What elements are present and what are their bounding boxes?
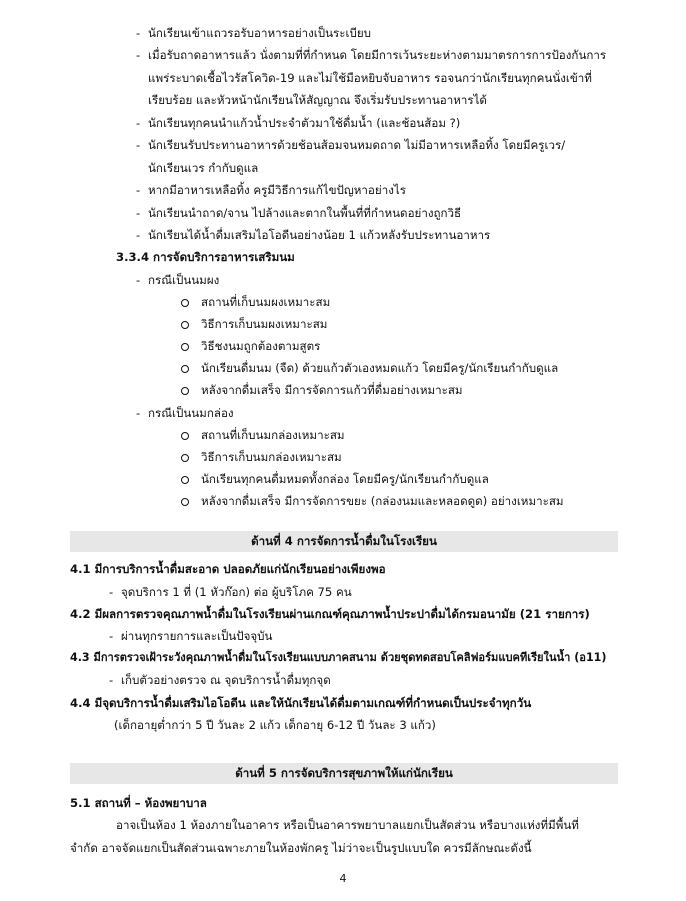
lunch-item-cont: แพร่ระบาดเชื้อไวรัสโควิด-19 และไม่ใช้มือหยิบจับอาหาร รอจนกว่านักเรียนทุกคนนั่งเข้าที่ — [148, 71, 592, 85]
milk-item: วิธีการเก็บนมผงเหมาะสม — [201, 317, 328, 331]
lunch-item: - นักเรียนทุกคนนำแก้วน้ำประจำตัวมาใช้ดื่มน้ำ (และช้อนส้อม ?) — [148, 115, 460, 131]
lunch-item: - นักเรียนได้น้ำดื่มเสริมไอโอดีนอย่างน้อย 1 แก้วหลังรับประทานอาหาร — [148, 227, 490, 243]
item-4-2-detail: - ผ่านทุกรายการและเป็นปัจจุบัน — [121, 628, 272, 644]
paragraph-line: จำกัด อาจจัดแยกเป็นสัดส่วนเฉพาะภายในห้องพักครู ไม่ว่าจะเป็นรูปแบบใด ควรมีลักษณะดังนี้ — [70, 841, 532, 855]
lunch-item: - หากมีอาหารเหลือทิ้ง ครูมีวิธีการแก้ไขปัญหาอย่างไร — [148, 182, 406, 198]
milk-case-heading: - กรณีเป็นนมผง — [148, 272, 219, 288]
item-4-4: 4.4 มีจุดบริการน้ำดื่มเสริมไอโอดีน และให้นักเรียนได้ดื่มตามเกณฑ์ที่กำหนดเป็นประจำทุกวัน — [70, 696, 532, 710]
milk-item: นักเรียนดื่มนม (จืด) ด้วยแก้วตัวเองหมดแก้ว โดยมีครู/นักเรียนกำกับดูแล — [201, 361, 559, 375]
item-4-3: 4.3 มีการตรวจเฝ้าระวังคุณภาพน้ำดื่มในโรงเรียนแบบภาคสนาม ด้วยชุดทดสอบโคลิฟอร์มแบคทีเรียในน้ำ (อ11) — [70, 651, 607, 664]
section-heading: 3.3.4 การจัดบริการอาหารเสริมนม — [116, 250, 295, 264]
milk-item: นักเรียนทุกคนดื่มหมดทั้งกล่อง โดยมีครู/นักเรียนกำกับดูแล — [201, 472, 489, 486]
lunch-item: - เมื่อรับถาดอาหารแล้ว นั่งตามที่ที่กำหนด โดยมีการเว้นระยะห่างตามมาตรการการป้องกันการ — [148, 47, 606, 63]
milk-item: วิธีการเก็บนมกล่องเหมาะสม — [201, 450, 342, 464]
circle-bullet-icon — [181, 454, 189, 462]
item-4-4-detail: (เด็กอายุต่ำกว่า 5 ปี วันละ 2 แก้ว เด็กอายุ 6-12 ปี วันละ 3 แก้ว) — [114, 718, 436, 732]
milk-item: สถานที่เก็บนมกล่องเหมาะสม — [201, 428, 345, 442]
part4-title: ด้านที่ 4 การจัดการน้ำดื่มในโรงเรียน — [251, 534, 437, 548]
circle-bullet-icon — [181, 476, 189, 484]
item-4-1: 4.1 มีการบริการน้ำดื่มสะอาด ปลอดภัยแก่นักเรียนอย่างเพียงพอ — [70, 562, 386, 576]
page-number: 4 — [339, 872, 347, 885]
lunch-item: - นักเรียนเข้าแถวรอรับอาหารอย่างเป็นระเบียบ — [148, 25, 371, 41]
milk-item: สถานที่เก็บนมผงเหมาะสม — [201, 295, 331, 309]
circle-bullet-icon — [181, 498, 189, 506]
item-4-1-detail: - จุดบริการ 1 ที่ (1 หัวก๊อก) ต่อ ผู้บริโภค 75 คน — [121, 584, 352, 600]
circle-bullet-icon — [181, 299, 189, 307]
lunch-item: - นักเรียนนำถาด/จาน ไปล้างและตากในพื้นที่ที่กำหนดอย่างถูกวิธี — [148, 205, 461, 221]
milk-item: วิธีชงนมถูกต้องตามสูตร — [201, 339, 321, 353]
lunch-item-cont: เรียบร้อย และหัวหน้านักเรียนให้สัญญาณ จึงเริ่มรับประทานอาหารได้ — [148, 93, 487, 107]
circle-bullet-icon — [181, 432, 189, 440]
lunch-item-cont: นักเรียนเวร กำกับดูแล — [148, 161, 259, 175]
circle-bullet-icon — [181, 321, 189, 329]
circle-bullet-icon — [181, 387, 189, 395]
item-5-1: 5.1 สถานที่ – ห้องพยาบาล — [70, 796, 207, 810]
milk-item: หลังจากดื่มเสร็จ มีการจัดการแก้วที่ดื่มอย่างเหมาะสม — [201, 383, 463, 397]
circle-bullet-icon — [181, 365, 189, 373]
item-4-3-detail: - เก็บตัวอย่างตรวจ ณ จุดบริการน้ำดื่มทุกจุด — [121, 672, 331, 688]
milk-case-heading: - กรณีเป็นนมกล่อง — [148, 405, 234, 421]
lunch-item: - นักเรียนรับประทานอาหารด้วยช้อนส้อมจนหมดถาด ไม่มีอาหารเหลือทิ้ง โดยมีครูเวร/ — [148, 137, 565, 153]
paragraph-line: อาจเป็นห้อง 1 ห้องภายในอาคาร หรือเป็นอาคารพยาบาลแยกเป็นสัดส่วน หรือบางแห่งที่มีพื้นที่ — [116, 818, 579, 832]
part5-title: ด้านที่ 5 การจัดบริการสุขภาพให้แก่นักเรียน — [235, 766, 453, 780]
circle-bullet-icon — [181, 343, 189, 351]
item-4-2: 4.2 มีผลการตรวจคุณภาพน้ำดื่มในโรงเรียนผ่านเกณฑ์คุณภาพน้ำประปาดื่มได้กรมอนามัย (21 รายการ) — [70, 607, 590, 621]
milk-item: หลังจากดื่มเสร็จ มีการจัดการขยะ (กล่องนมและหลอดดูด) อย่างเหมาะสม — [201, 494, 564, 508]
